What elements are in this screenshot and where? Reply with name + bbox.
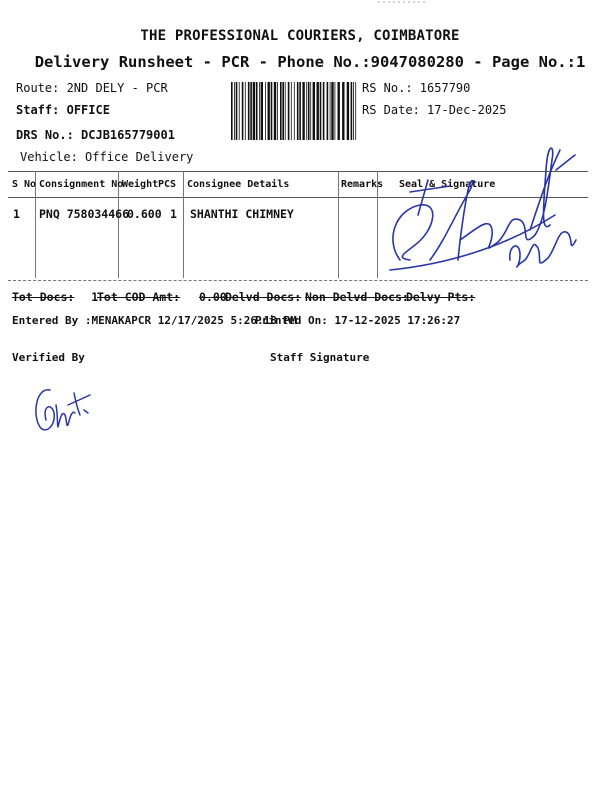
barcode-bar: [253, 82, 255, 140]
barcode-bar: [280, 82, 282, 140]
verifier-signature: [28, 375, 108, 440]
barcode-bar: [353, 82, 354, 140]
barcode-bar: [261, 82, 263, 140]
barcode-bar: [268, 82, 270, 140]
barcode-bar: [306, 82, 307, 140]
non-delvd-docs-label: Non Delvd Docs:: [305, 290, 409, 304]
barcode-bar: [245, 82, 246, 140]
barcode-bar: [274, 82, 276, 140]
barcode-bar: [236, 82, 238, 140]
barcode-bar: [231, 82, 233, 140]
col-divider: [183, 171, 184, 278]
cell-pcs: 1: [170, 207, 177, 221]
tot-cod: [97, 290, 227, 304]
barcode-bar: [331, 82, 333, 140]
barcode-bar: [302, 82, 304, 140]
staff-value: OFFICE: [66, 103, 110, 117]
tot-cod-label: Tot COD Amt:: [97, 290, 181, 304]
barcode-bar: [248, 82, 250, 140]
rs-number: RS No.: 1657790: [362, 81, 471, 95]
barcode-bar: [323, 82, 325, 140]
barcode-bar: [294, 82, 295, 140]
drs-label: DRS No.:: [16, 128, 74, 142]
barcode-bar: [351, 82, 353, 140]
barcode-bar: [347, 82, 349, 140]
route-text: Route: 2ND DELY - PCR: [16, 81, 168, 95]
barcode-bar: [282, 82, 284, 140]
barcode-bar: [320, 82, 322, 140]
barcode-bar: [338, 82, 340, 140]
staff-line: [16, 103, 110, 117]
vehicle-text: Vehicle: Office Delivery: [20, 150, 194, 164]
col-header-seal-signature: Seal & Signature: [399, 179, 496, 190]
runsheet-subtitle: Delivery Runsheet - PCR - Phone No.:9047080280 - Page No.:1: [34, 53, 586, 71]
barcode-bar: [250, 82, 252, 140]
barcode-bar: [259, 82, 260, 140]
col-divider: [338, 171, 339, 278]
delvd-docs-label: Delvd Docs:: [225, 290, 302, 304]
barcode-bar: [291, 82, 292, 140]
staff-label: Staff:: [16, 103, 60, 117]
barcode-bar: [335, 82, 336, 140]
tot-docs-value: 1: [91, 290, 99, 304]
barcode-bar: [239, 82, 240, 140]
printed-on: Printed On: 17-12-2025 17:26:27: [255, 314, 461, 327]
delvy-pts-label: Delvy Pts:: [406, 290, 476, 304]
col-header-remarks: Remarks: [341, 179, 384, 190]
barcode-bar: [327, 82, 329, 140]
entered-by: Entered By :MENAKAPCR 12/17/2025 5:26:18 PM: [12, 314, 297, 327]
barcode-bar: [299, 82, 301, 140]
cell-consignee: SHANTHI CHIMNEY: [190, 207, 294, 221]
barcode-bar: [342, 82, 344, 140]
col-header-weight: Weight: [122, 179, 159, 190]
receiver-signature: [380, 120, 580, 290]
barcode-bar: [308, 82, 310, 140]
col-header-pcs: PCS: [158, 179, 177, 190]
barcode: [231, 82, 358, 140]
barcode-bar: [271, 82, 273, 140]
barcode-bar: [285, 82, 286, 140]
tot-docs-label: Tot Docs:: [12, 290, 75, 304]
cell-consignment-no: PNQ 758034466: [39, 207, 130, 221]
verified-by-label: Verified By: [12, 351, 85, 364]
col-header-consignment: Consignment No: [39, 179, 124, 190]
barcode-bar: [297, 82, 299, 140]
drs-line: [16, 128, 175, 142]
drs-value: DCJB165779001: [81, 128, 175, 142]
rs-date: RS Date: 17-Dec-2025: [362, 103, 507, 117]
barcode-bar: [355, 82, 356, 140]
barcode-bar: [288, 82, 290, 140]
cell-sno: 1: [13, 207, 20, 221]
barcode-bar: [265, 82, 266, 140]
barcode-bar: [317, 82, 319, 140]
top-smudge: [378, 0, 426, 4]
tot-docs: [12, 290, 98, 304]
barcode-bar: [256, 82, 258, 140]
barcode-bar: [242, 82, 244, 140]
barcode-bar: [330, 82, 331, 140]
tot-cod-value: 0.00: [199, 290, 227, 304]
barcode-bar: [234, 82, 235, 140]
staff-signature-label: Staff Signature: [270, 351, 370, 364]
barcode-bar: [313, 82, 315, 140]
company-title: THE PROFESSIONAL COURIERS, COIMBATORE: [140, 28, 460, 44]
barcode-bar: [277, 82, 278, 140]
cell-weight: 0.600: [127, 207, 162, 221]
col-header-sno: S No: [12, 179, 37, 190]
barcode-bar: [310, 82, 311, 140]
col-header-consignee: Consignee Details: [187, 179, 290, 190]
